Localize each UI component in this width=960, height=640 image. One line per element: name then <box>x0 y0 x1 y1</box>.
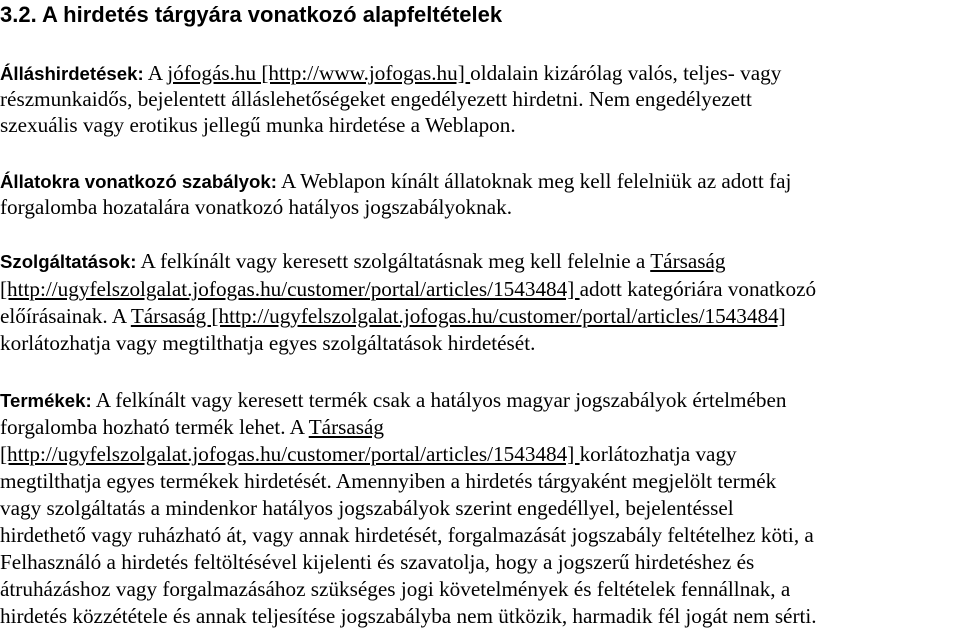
p3-line-1 <box>0 248 726 275</box>
p3-text-3: előírásainak. A <box>0 304 131 328</box>
jofogas-link[interactable]: jófogás.hu [http://www.jofogas.hu] <box>167 61 471 85</box>
p4-line-5: vagy szolgáltatás a mindenkor hatályos jogszabályok szerint engedéllyel, bejelentéssel <box>0 496 734 520</box>
p4-line-4: megtilthatja egyes termékek hirdetését. Amennyiben a hirdetés tárgyaként megjelölt termék <box>0 469 777 493</box>
p3-line-2 <box>0 276 816 302</box>
ugyfelszolgalat-link-2[interactable]: [http://ugyfelszolgalat.jofogas.hu/customer/portal/articles/1543484] <box>0 442 580 466</box>
p2-line-2: forgalomba hozatalára vonatkozó hatályos jogszabályoknak. <box>0 195 513 219</box>
p1-text-2: oldalain kizárólag valós, teljes- vagy <box>470 61 782 85</box>
section-heading: 3.2. A hirdetés tárgyára vonatkozó alapfeltételek <box>0 2 503 27</box>
p1-line-1 <box>0 60 781 87</box>
p4-line-2 <box>0 414 384 440</box>
p4-text-2: forgalomba hozható termék lehet. A <box>0 415 309 439</box>
tarsasag-link-1[interactable]: Társaság <box>650 249 726 273</box>
p3-label: Szolgáltatások: <box>0 251 137 272</box>
p1-text-1: A <box>143 61 168 85</box>
tarsasag-link-2[interactable]: Társaság [http://ugyfelszolgalat.jofogas.hu/customer/portal/articles/1543484] <box>130 304 786 328</box>
p4-line-7: Felhasználó a hirdetés feltöltésével kijelenti és szavatolja, hogy a jogszerű hirdetéshez és <box>0 550 755 574</box>
p4-text-1: A felkínált vagy keresett termék csak a hatályos magyar jogszabályok értelmében <box>91 388 787 412</box>
p4-line-9: hirdetés közzététele és annak teljesítése jogszabályba nem ütközik, harmadik fél jogát nem sérti. <box>0 604 817 628</box>
p4-line-1 <box>0 387 786 414</box>
p4-line-3 <box>0 441 737 467</box>
p4-text-3: korlátozhatja vagy <box>579 442 737 466</box>
p3-text-2: adott kategóriára vonatkozó <box>579 277 817 301</box>
p3-text-1: A felkínált vagy keresett szolgáltatásnak meg kell felelnie a <box>136 249 651 273</box>
p2-line-1 <box>0 168 791 195</box>
ugyfelszolgalat-link-1[interactable]: [http://ugyfelszolgalat.jofogas.hu/customer/portal/articles/1543484] <box>0 277 580 301</box>
p2-label: Állatokra vonatkozó szabályok: <box>0 171 277 192</box>
p4-line-8: átruházáshoz vagy forgalmazásához szükséges jogi követelmények és feltételek fennállnak, a <box>0 577 791 601</box>
p1-line-3: szexuális vagy erotikus jellegű munka hirdetése a Weblapon. <box>0 113 516 137</box>
p3-line-3 <box>0 303 786 329</box>
tarsasag-link-3[interactable]: Társaság <box>308 415 385 439</box>
p1-label: Álláshirdetések: <box>0 63 144 84</box>
p3-line-4: korlátozhatja vagy megtilthatja egyes szolgáltatások hirdetését. <box>0 331 536 355</box>
p4-line-6: hirdethető vagy ruházható át, vagy annak hirdetését, forgalmazását jogszabály feltételhez köti, a <box>0 523 814 547</box>
p2-text-1: A Weblapon kínált állatoknak meg kell felelniük az adott faj <box>276 169 792 193</box>
p4-label: Termékek: <box>0 390 92 411</box>
p1-line-2: részmunkaidős, bejelentett álláslehetőségeket engedélyezett hirdetni. Nem engedélyezett <box>0 87 752 111</box>
